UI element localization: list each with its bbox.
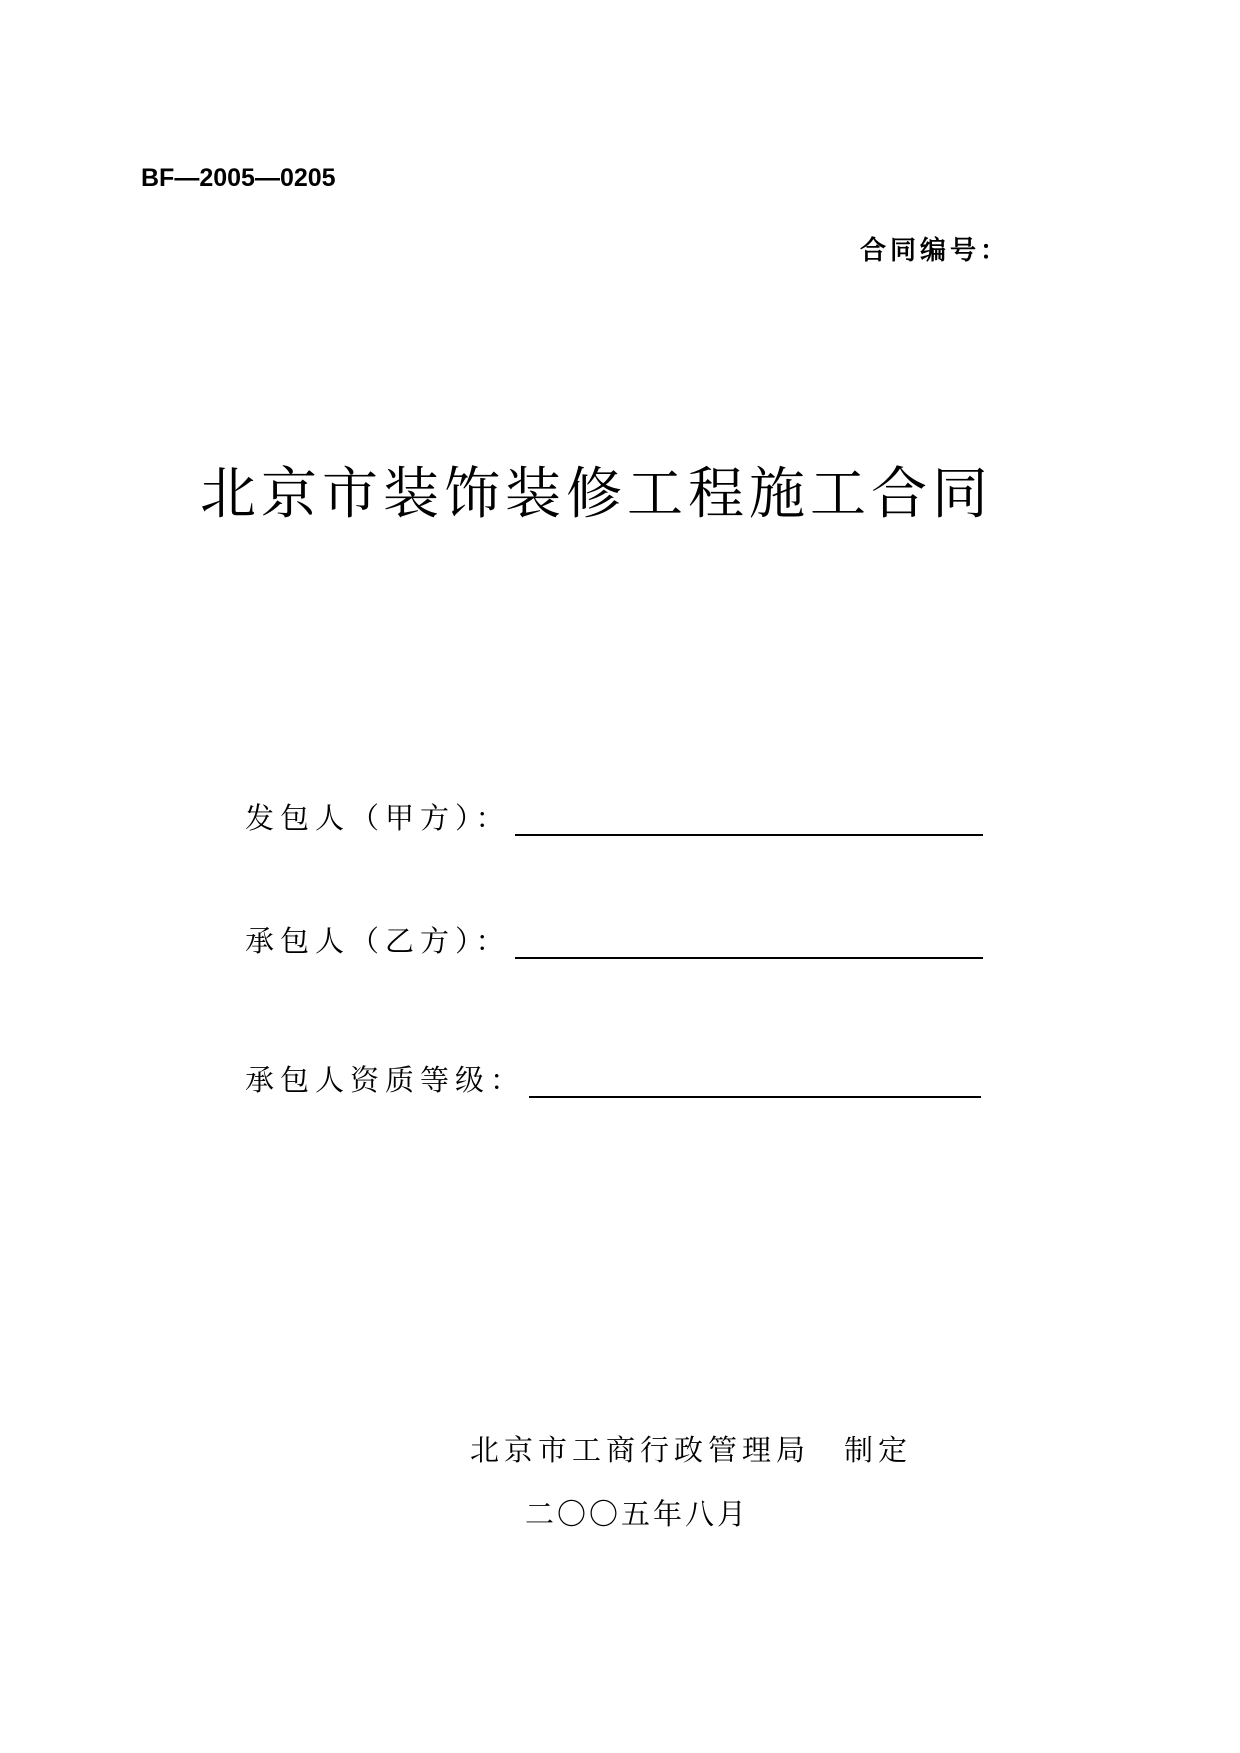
qualification-field-row: [245, 1062, 981, 1098]
contractor-blank[interactable]: [515, 923, 983, 959]
issuer-line: [470, 1428, 912, 1469]
employer-label: 发包人（甲方）：: [245, 801, 511, 835]
page-title: 北京市装饰装修工程施工合同: [200, 462, 993, 527]
employer-field-row: [245, 800, 983, 836]
issuer-name: 北京市工商行政管理局: [470, 1433, 811, 1467]
contractor-label: 承包人（乙方）：: [245, 924, 511, 958]
qualification-label: 承包人资质等级：: [245, 1063, 526, 1097]
employer-blank[interactable]: [515, 800, 983, 836]
issuer-made: 制定: [844, 1433, 913, 1467]
qualification-blank[interactable]: [529, 1062, 981, 1098]
issue-date: 二〇〇五年八月: [525, 1497, 750, 1531]
contractor-field-row: [245, 923, 983, 959]
contract-number-label: 合同编号：: [860, 236, 1011, 266]
document-code: BF—2005—0205: [141, 164, 336, 192]
